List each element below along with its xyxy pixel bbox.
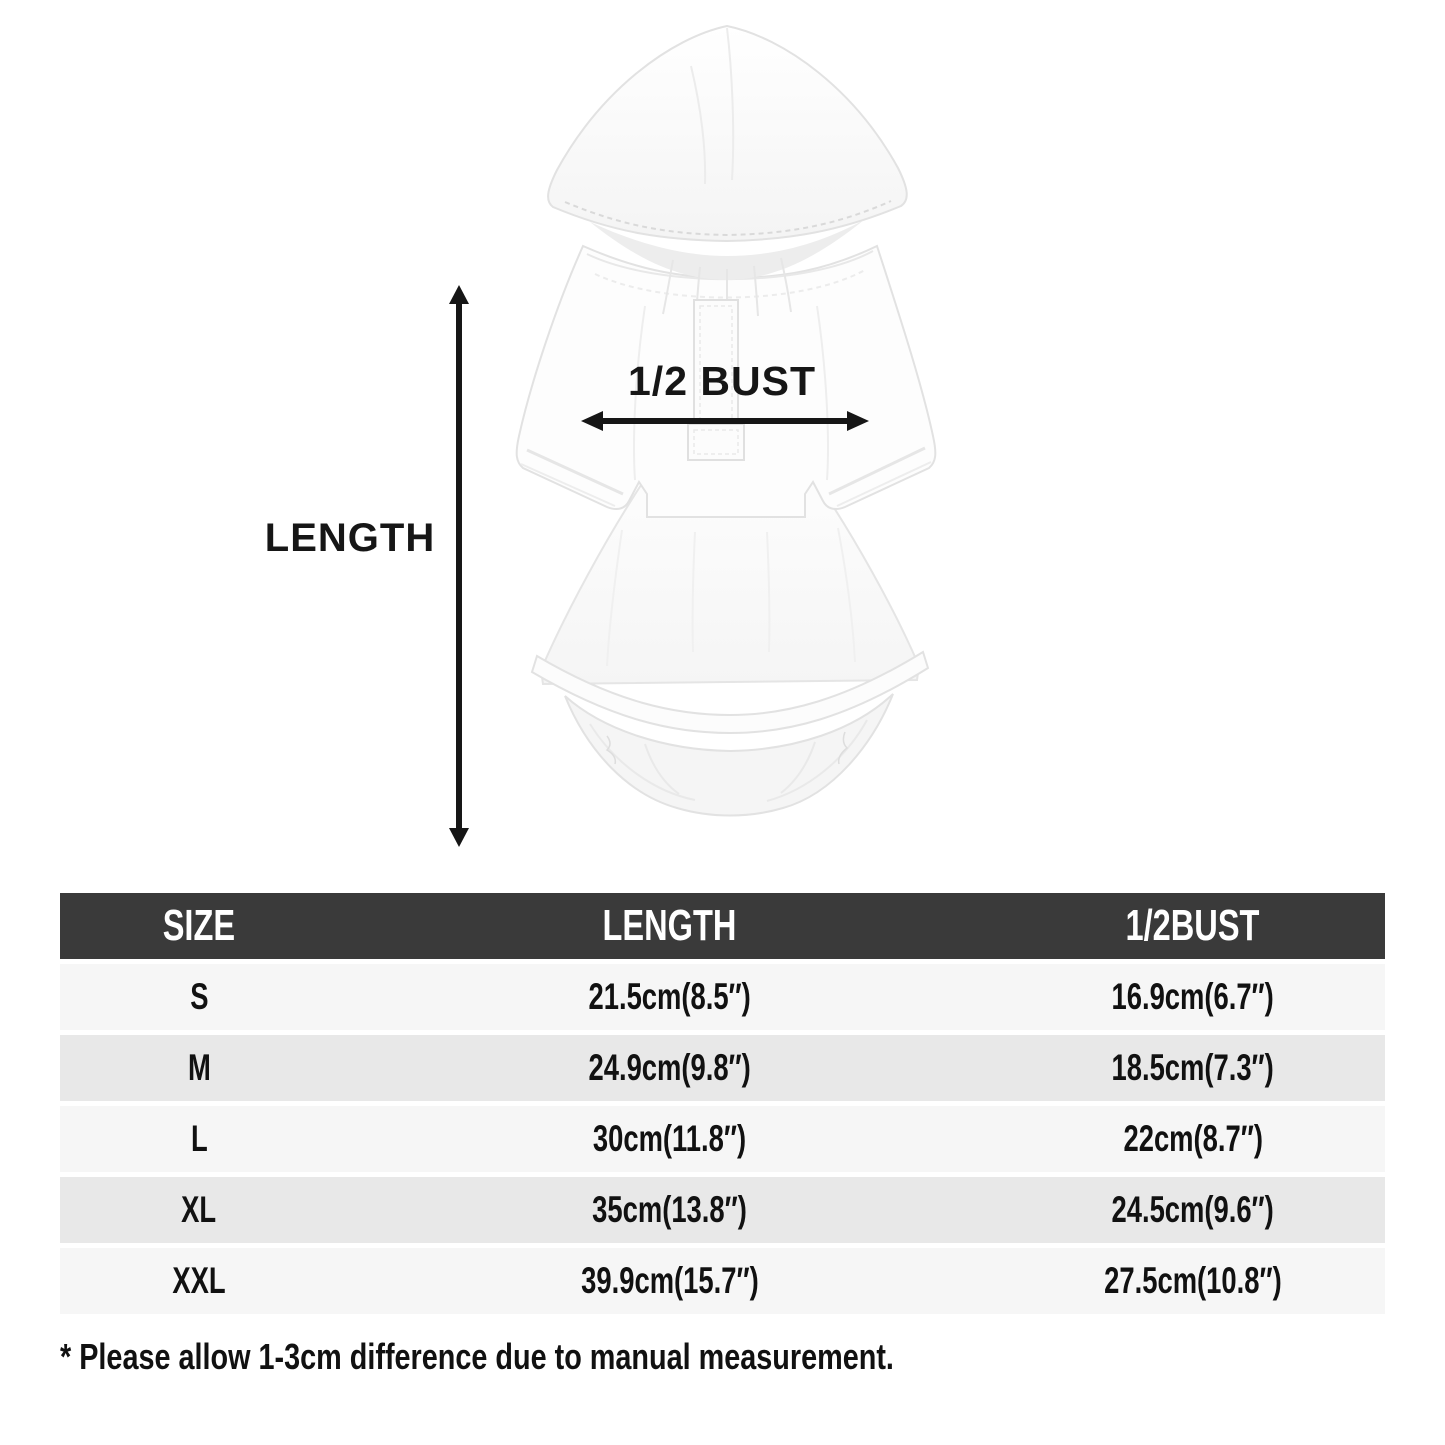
- cell-size: XXL: [172, 1260, 226, 1301]
- cell-length: 24.9cm(9.8″): [588, 1047, 751, 1088]
- cell-size: L: [190, 1118, 208, 1159]
- length-label: LENGTH: [264, 516, 436, 560]
- half-bust-label: 1/2 BUST: [628, 358, 816, 404]
- cell-half-bust: 27.5cm(10.8″): [1104, 1260, 1282, 1301]
- cell-half-bust: 18.5cm(7.3″): [1111, 1047, 1275, 1088]
- cell-half-bust: 24.5cm(9.6″): [1111, 1189, 1275, 1230]
- table-row-xxl: [60, 1248, 1385, 1314]
- measurement-footnote: * Please allow 1-3cm difference due to manual measurement.: [60, 1336, 894, 1377]
- header-length: LENGTH: [602, 901, 737, 950]
- length-arrow-icon: [449, 285, 469, 847]
- cell-size: S: [189, 976, 209, 1017]
- size-table-header-row: [60, 893, 1385, 959]
- cell-length: 35cm(13.8″): [592, 1189, 747, 1230]
- table-row-m: [60, 1035, 1385, 1101]
- cell-half-bust: 16.9cm(6.7″): [1111, 976, 1275, 1017]
- table-row-l: [60, 1106, 1385, 1172]
- size-table: [60, 893, 1385, 1319]
- cell-length: 30cm(11.8″): [592, 1118, 747, 1159]
- table-row-s: [60, 964, 1385, 1030]
- cell-length: 21.5cm(8.5″): [588, 976, 751, 1017]
- table-row-xl: [60, 1177, 1385, 1243]
- header-size: SIZE: [162, 901, 236, 950]
- cell-size: XL: [181, 1189, 217, 1230]
- cell-size: M: [187, 1047, 211, 1088]
- hoodie-illustration: [495, 8, 965, 858]
- header-half-bust: 1/2BUST: [1125, 901, 1260, 950]
- cell-half-bust: 22cm(8.7″): [1123, 1118, 1263, 1159]
- cell-length: 39.9cm(15.7″): [580, 1260, 759, 1301]
- hoodie-product-image: [495, 8, 965, 858]
